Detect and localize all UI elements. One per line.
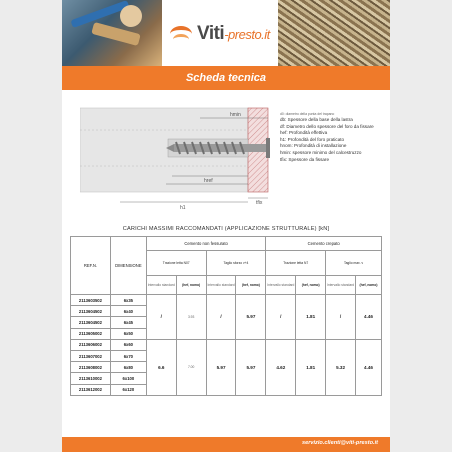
subcol-label: Intervallo standard [206,276,236,295]
row-dimension: 6x120 [110,384,146,395]
legend-item: h1: Profondità del foro praticato [280,136,345,142]
legend-item: hnom: Profondità di installazione [280,143,347,149]
banner-title: Scheda tecnica [185,72,267,84]
row-code: 2113604502 [71,317,111,328]
subcol-label: (hef, nomo) [236,276,266,295]
row-dimension: 6x60 [110,339,146,350]
value-cell: 5.97 [236,295,266,340]
label-href: href [204,178,213,184]
header-hero [62,0,390,66]
subheader-tension-nc: Trazione letta N07 [146,251,206,276]
value-cell: / [206,295,236,340]
value-cell: 4.46 [356,295,382,340]
footer-email-link[interactable]: servizio.clienti@viti-presto.it [301,440,378,446]
value-cell: 4.46 [356,339,382,395]
label-h1: h1 [180,205,186,211]
row-dimension: 6x100 [110,373,146,384]
table-row [71,295,382,306]
datasheet-page [62,0,390,452]
row-dimension: 6x35 [110,295,146,306]
legend-item: hmin: spessore minimo del calcestruzzo [280,149,362,155]
legend-item: tfix: Spessore da fissare [280,156,330,162]
value-cell: / [146,295,176,340]
subcol-label: (hef, nomo) [296,276,326,295]
row-code: 2113612002 [71,384,111,395]
row-dimension: 6x50 [110,328,146,339]
footer-bar [62,437,390,452]
subheader-shear-nc: Taglio sforzo ν+4 [206,251,266,276]
legend-item: df: Diametro dello spessore del foro da fissare [280,123,374,129]
header-non-cracked: Cemento non fessurato [146,237,266,251]
row-code: 2113606002 [71,339,111,350]
logo-suffix: -presto.it [224,27,270,42]
row-code: 2113607002 [71,350,111,361]
value-cell: 1.81 [296,295,326,340]
value-cell: 5.32 [326,339,356,395]
subcol-label: Intervallo standard [326,276,356,295]
header-dimension: DIMENSIONE [110,237,146,295]
row-dimension: 6x40 [110,306,146,317]
tools-photo [62,0,162,66]
value-cell: 3.93 [176,295,206,340]
row-code: 2113605002 [71,328,111,339]
value-cell: 7.00 [176,339,206,395]
legend-item: db: Spessore della base della lastra [280,117,353,122]
value-cell: / [326,295,356,340]
logo-arc-icon [170,22,194,46]
subcol-label: Intervallo standard [266,276,296,295]
row-code: 2113604502 [71,306,111,317]
value-cell: 5.97 [236,339,266,395]
logo-main: Viti [197,23,225,44]
label-hmin: hmin [230,112,241,118]
value-cell: 5.97 [206,339,236,395]
screws-photo [278,0,390,66]
label-tfix: tfix [256,200,263,206]
subcol-label: Intervallo standard [146,276,176,295]
value-cell: 1.81 [296,339,326,395]
value-cell: 4.62 [266,339,296,395]
row-dimension: 6x45 [110,317,146,328]
subcol-label: (hef, nomo) [176,276,206,295]
subcol-label: (hef, nomo) [356,276,382,295]
value-cell: / [266,295,296,340]
title-banner [62,66,390,90]
legend-item: hef: Profondità effettiva [280,130,328,136]
subheader-tension-c: Trazione letta N7 [266,251,326,276]
row-code: 2113603502 [71,295,111,306]
brand-logo[interactable] [170,22,270,46]
load-table [70,236,382,396]
table-row [71,339,382,350]
row-code: 2113608002 [71,362,111,373]
row-dimension: 6x70 [110,350,146,361]
subheader-shear-c: Taglio max. ν [326,251,382,276]
anchor-diagram [80,104,270,222]
table-title: CARICHI MASSIMI RACCOMANDATI (APPLICAZIONE STRUTTURALE) [kN] [122,226,330,232]
value-cell: 6.6 [146,339,176,395]
header-code: REF.N. [71,237,111,295]
legend-note: d0: diametro della punta del trapano [280,112,335,116]
header-cracked: Cemento crepato [266,237,382,251]
row-dimension: 6x80 [110,362,146,373]
row-code: 2113610002 [71,373,111,384]
legend [280,112,384,163]
